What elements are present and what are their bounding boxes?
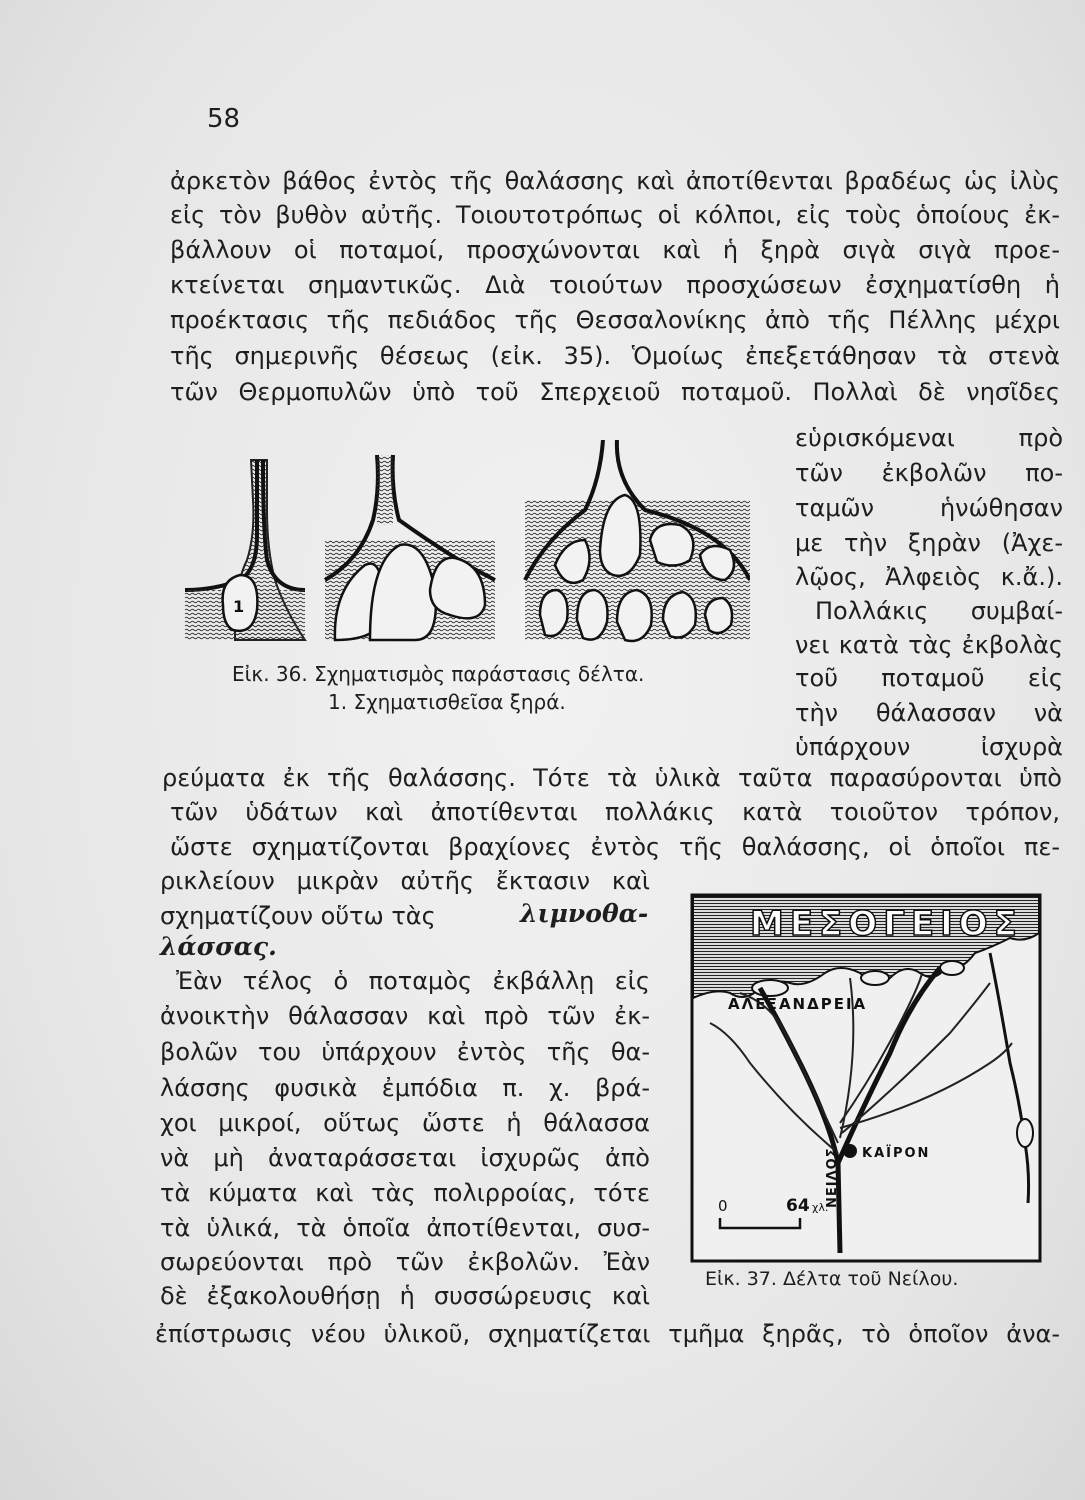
text-line: ἀρκετὸν βάθος ἐντὸς τῆς θαλάσσης καὶ ἀποτίθενται βραδέως ὡς ἰλὺς bbox=[170, 167, 1060, 195]
sea-label: ΜΕΣΟΓΕΙΟΣ bbox=[750, 904, 1023, 944]
text-line: εἰς τὸν βυθὸν αὐτῆς. Τοιουτοτρόπως οἱ κόλποι, εἰς τοὺς ὁποίους ἐκ- bbox=[170, 201, 1060, 229]
text-line: σχηματίζουν οὕτω τὰς bbox=[160, 902, 436, 930]
delta-stage-2 bbox=[325, 455, 495, 640]
cairo-marker bbox=[843, 1144, 857, 1158]
text-line: σωρεύονται πρὸ τῶν ἐκβολῶν. Ἐὰν bbox=[160, 1248, 650, 1276]
text-line: με τὴν ξηρὰν (Ἀχε- bbox=[795, 529, 1063, 557]
text-line: τὰ ὑλικά, τὰ ὁποῖα ἀποτίθενται, συσ- bbox=[160, 1214, 650, 1242]
text-line: λῷος, Ἀλφειὸς κ.ἄ.). bbox=[795, 563, 1063, 591]
term-lagoons-end: λάσσας. bbox=[160, 932, 277, 961]
page-number: 58 bbox=[207, 104, 241, 134]
scale-start: 0 bbox=[718, 1197, 728, 1215]
scale-unit: χλ. bbox=[812, 1201, 829, 1214]
text-line: βολῶν του ὑπάρχουν ἐντὸς τῆς θα- bbox=[160, 1038, 650, 1066]
alexandria-label: ΑΛΕΞΑΝΔΡΕΙΑ bbox=[728, 995, 868, 1013]
text-line: ἐπίστρωσις νέου ὑλικοῦ, σχηματίζεται τμῆμα ξηρᾶς, τὸ ὁποῖον ἀνα- bbox=[155, 1320, 1060, 1348]
text-line: δὲ ἐξακολουθήσῃ ἡ συσσώρευσις καὶ bbox=[160, 1282, 650, 1310]
nile-label: ΝΕΙΛΟΣ bbox=[825, 1147, 840, 1208]
scale-end: 64 bbox=[786, 1196, 810, 1216]
figure-37-nile-delta-map bbox=[690, 893, 1042, 1263]
text-line: ὑπάρχουν ἰσχυρὰ bbox=[795, 733, 1063, 761]
text-line: λάσσης φυσικὰ ἐμπόδια π. χ. βρά- bbox=[160, 1074, 650, 1102]
figure-36-delta-formation bbox=[185, 440, 750, 655]
term-lagoons: λιμνοθα- bbox=[520, 899, 649, 928]
text-line: χοι μικροί, οὕτως ὥστε ἡ θάλασσα bbox=[160, 1109, 650, 1137]
text-line: Πολλάκις συμβαί- bbox=[815, 597, 1063, 625]
figure-36-caption-legend: 1. Σχηματισθεῖσα ξηρά. bbox=[328, 690, 566, 714]
cairo-label: ΚΑΪΡΟΝ bbox=[862, 1146, 931, 1161]
text-line: ρεύματα ἐκ τῆς θαλάσσης. Τότε τὰ ὑλικὰ ταῦτα παρασύρονται ὑπὸ bbox=[162, 764, 1062, 792]
text-line: ρικλείουν μικρὰν αὐτῆς ἔκτασιν καὶ bbox=[160, 867, 650, 895]
text-line: τῶν Θερμοπυλῶν ὑπὸ τοῦ Σπερχειοῦ ποταμοῦ. Πολλαὶ δὲ νησῖδες bbox=[170, 378, 1060, 406]
text-line: προέκτασις τῆς πεδιάδος τῆς Θεσσαλονίκης ἀπὸ τῆς Πέλλης μέχρι bbox=[170, 306, 1060, 334]
text-line: τὰ κύματα καὶ τὰς πολιρροίας, τότε bbox=[160, 1179, 650, 1207]
figure-36-caption: Εἰκ. 36. Σχηματισμὸς παράστασις δέλτα. bbox=[232, 662, 645, 686]
text-line: νὰ μὴ ἀναταράσσεται ἰσχυρῶς ἀπὸ bbox=[160, 1144, 650, 1172]
figure-37-caption: Εἰκ. 37. Δέλτα τοῦ Νείλου. bbox=[705, 1268, 959, 1290]
text-line: εὑρισκόμεναι πρὸ bbox=[795, 424, 1063, 452]
figure-36-label: 1 bbox=[233, 597, 245, 616]
text-line: τῶν ὑδάτων καὶ ἀποτίθενται πολλάκις κατὰ τοιοῦτον τρόπον, bbox=[170, 798, 1060, 826]
text-line: νει κατὰ τὰς ἐκβολὰς bbox=[795, 631, 1063, 659]
text-line: κτείνεται σημαντικῶς. Διὰ τοιούτων προσχώσεων ἐσχηματίσθη ἡ bbox=[170, 271, 1060, 299]
text-line: ἀνοικτὴν θάλασσαν καὶ πρὸ τῶν ἐκ- bbox=[160, 1002, 650, 1030]
text-line: τῆς σημερινῆς θέσεως (εἰκ. 35). Ὁμοίως ἐπεξετάθησαν τὰ στενὰ bbox=[170, 342, 1060, 370]
text-line: τοῦ ποταμοῦ εἰς bbox=[795, 664, 1063, 692]
text-line: ταμῶν ἡνώθησαν bbox=[795, 494, 1063, 522]
delta-stage-1 bbox=[185, 460, 305, 640]
text-line: ὥστε σχηματίζονται βραχίονες ἐντὸς τῆς θαλάσσης, οἱ ὁποῖοι πε- bbox=[170, 833, 1060, 861]
text-line: τῶν ἐκβολῶν πο- bbox=[795, 459, 1063, 487]
text-line: βάλλουν οἱ ποταμοί, προσχώνονται καὶ ἡ ξηρὰ σιγὰ σιγὰ προε- bbox=[170, 236, 1060, 264]
text-line: τὴν θάλασσαν νὰ bbox=[795, 699, 1063, 727]
text-line: Ἐὰν τέλος ὁ ποταμὸς ἐκβάλλῃ εἰς bbox=[176, 967, 650, 995]
delta-stage-3 bbox=[525, 440, 750, 641]
